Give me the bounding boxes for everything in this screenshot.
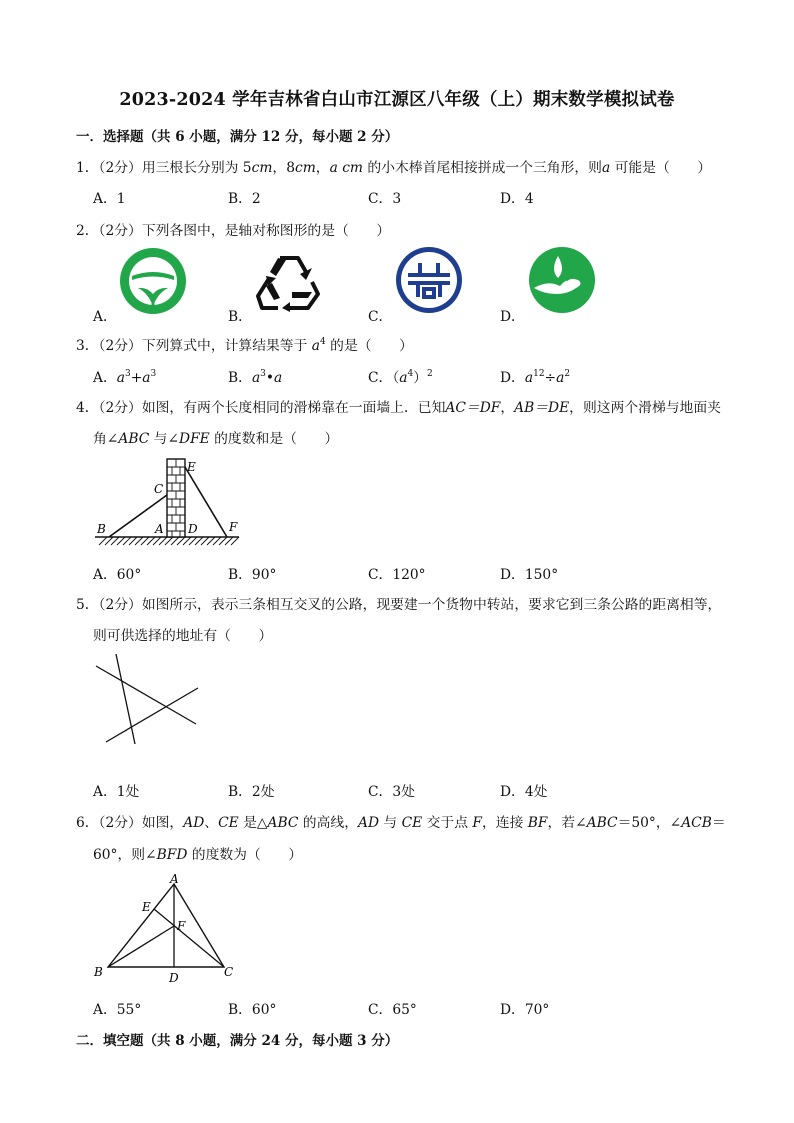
section-heading-choice: 一．选择题（共 6 小题，满分 12 分，每小题 2 分） — [76, 129, 399, 145]
question-6-line-2: 60°，则∠BFD 的度数为（ ） — [93, 847, 303, 863]
label-f: F — [229, 520, 238, 534]
slides-wall-figure — [95, 455, 245, 550]
question-4-line-1: 4．（2分）如图，有两个长度相同的滑梯靠在一面墙上．已知AC＝DF，AB＝DE，则这两个滑梯与地面夹 — [76, 400, 721, 416]
question-6-line-1: 6．（2分）如图，AD、CE 是△ABC 的高线，AD 与 CE 交于点 F，连接 BF，若∠ABC＝50°，∠ACB＝ — [76, 815, 726, 831]
label-d: D — [169, 971, 179, 985]
question-3-stem: 3．（2分）下列算式中，计算结果等于 $a^4$ 的是（ ） — [76, 337, 413, 354]
label-e: E — [187, 460, 196, 474]
q6-option-c[interactable]: C．65° — [368, 1002, 417, 1018]
q4-option-b[interactable]: B．90° — [228, 567, 277, 583]
three-roads-figure — [92, 652, 204, 748]
question-2-stem: 2．（2分）下列各图中，是轴对称图形的是（ ） — [76, 223, 391, 239]
q3-option-d[interactable]: D．$a^{12}\div a^2$ — [500, 369, 571, 386]
section-heading-fill-in: 二．填空题（共 8 小题，满分 24 分，每小题 3 分） — [76, 1033, 399, 1049]
page-title: 2023-2024 学年吉林省白山市江源区八年级（上）期末数学模拟试卷 — [119, 90, 675, 110]
recycle-symbol-image — [256, 250, 322, 312]
green-leaf-logo-image — [118, 246, 188, 316]
q5-option-a[interactable]: A．1处 — [93, 784, 140, 800]
label-d: D — [188, 522, 198, 536]
q1-option-b[interactable]: B．2 — [228, 191, 261, 207]
q4-option-c[interactable]: C．120° — [368, 567, 426, 583]
label-b: B — [97, 522, 106, 536]
q1-option-a[interactable]: A．1 — [93, 191, 126, 207]
question-4-line-2: 角∠ABC 与∠DFE 的度数和是（ ） — [93, 431, 339, 447]
q2-option-d[interactable]: D． — [500, 309, 525, 325]
label-a: A — [170, 872, 179, 886]
q2-option-a[interactable]: A． — [93, 309, 117, 325]
q6-option-a[interactable]: A．55° — [93, 1002, 142, 1018]
label-e: E — [142, 900, 151, 914]
q4-option-d[interactable]: D．150° — [500, 567, 559, 583]
label-a: A — [155, 522, 164, 536]
question-5-line-2: 则可供选择的地址有（ ） — [93, 628, 273, 644]
label-b: B — [94, 965, 103, 979]
q2-option-b[interactable]: B． — [228, 309, 252, 325]
label-c: C — [224, 965, 234, 979]
q5-option-c[interactable]: C．3处 — [368, 784, 415, 800]
water-drop-logo-image — [528, 246, 596, 314]
question-1-stem: 1．（2分）用三根长分别为 5cm，8cm，a cm 的小木棒首尾相接拼成一个三角形，则a 可能是（ ） — [76, 160, 712, 176]
label-c: C — [154, 482, 164, 496]
label-f: F — [177, 919, 186, 933]
metro-logo-image — [394, 245, 464, 315]
q6-option-b[interactable]: B．60° — [228, 1002, 277, 1018]
q3-option-a[interactable]: A．$a^3+a^3$ — [93, 369, 157, 386]
q6-option-d[interactable]: D．70° — [500, 1002, 550, 1018]
triangle-altitudes-figure — [90, 870, 240, 986]
q3-option-b[interactable]: B．$a^3•a$ — [228, 369, 283, 386]
q4-option-a[interactable]: A．60° — [93, 567, 142, 583]
q2-option-c[interactable]: C． — [368, 309, 393, 325]
q1-option-c[interactable]: C．3 — [368, 191, 402, 207]
q3-option-c[interactable]: C．$(a^4)^2$ — [368, 369, 433, 386]
q1-option-d[interactable]: D．4 — [500, 191, 534, 207]
q5-option-b[interactable]: B．2处 — [228, 784, 275, 800]
question-5-line-1: 5．（2分）如图所示，表示三条相互交叉的公路，现要建一个货物中转站，要求它到三条公路的距离相等， — [76, 597, 722, 613]
q5-option-d[interactable]: D．4处 — [500, 784, 548, 800]
